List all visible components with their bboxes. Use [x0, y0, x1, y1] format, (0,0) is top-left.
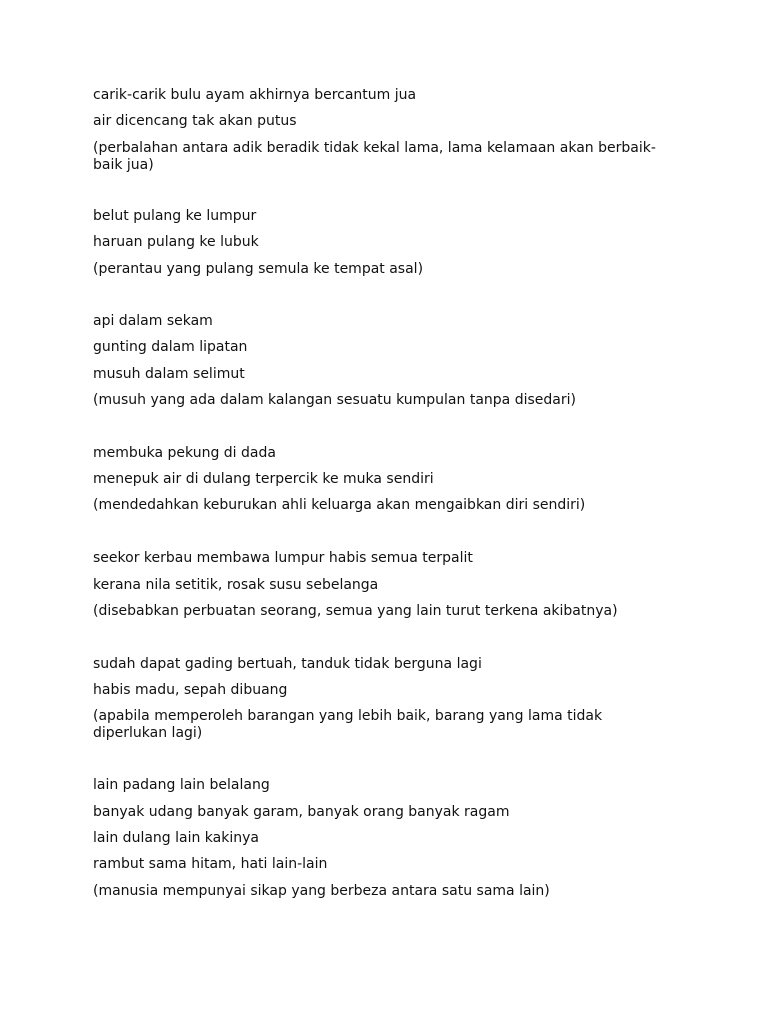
proverb-line: rambut sama hitam, hati lain-lain [93, 856, 328, 872]
proverb-line: haruan pulang ke lubuk [93, 234, 259, 250]
proverb-line: kerana nila setitik, rosak susu sebelanga [93, 577, 379, 593]
proverb-line: menepuk air di dulang terpercik ke muka sendiri [93, 471, 434, 487]
proverb-meaning: (apabila memperoleh barangan yang lebih baik, barang yang lama tidak diperlukan lagi) [93, 708, 603, 741]
proverb-line: banyak udang banyak garam, banyak orang banyak ragam [93, 804, 510, 820]
proverb-line: gunting dalam lipatan [93, 339, 248, 355]
proverb-meaning: (perantau yang pulang semula ke tempat asal) [93, 261, 424, 277]
proverb-line: carik-carik bulu ayam akhirnya bercantum jua [93, 87, 417, 103]
proverb-line: lain padang lain belalang [93, 777, 270, 793]
proverb-meaning: (musuh yang ada dalam kalangan sesuatu kumpulan tanpa disedari) [93, 392, 576, 408]
proverb-line: air dicencang tak akan putus [93, 113, 297, 129]
proverb-line: seekor kerbau membawa lumpur habis semua terpalit [93, 550, 473, 566]
proverb-meaning: (perbalahan antara adik beradik tidak kekal lama, lama kelamaan akan berbaik-baik jua) [93, 140, 656, 173]
proverb-meaning: (mendedahkan keburukan ahli keluarga akan mengaibkan diri sendiri) [93, 497, 586, 513]
proverb-meaning: (disebabkan perbuatan seorang, semua yang lain turut terkena akibatnya) [93, 603, 618, 619]
proverb-line: lain dulang lain kakinya [93, 830, 259, 846]
proverb-line: habis madu, sepah dibuang [93, 682, 288, 698]
proverb-line: musuh dalam selimut [93, 366, 245, 382]
proverb-line: api dalam sekam [93, 313, 213, 329]
proverb-line: belut pulang ke lumpur [93, 208, 257, 224]
proverb-line: sudah dapat gading bertuah, tanduk tidak berguna lagi [93, 656, 482, 672]
proverb-line: membuka pekung di dada [93, 445, 276, 461]
proverb-meaning: (manusia mempunyai sikap yang berbeza antara satu sama lain) [93, 883, 550, 899]
